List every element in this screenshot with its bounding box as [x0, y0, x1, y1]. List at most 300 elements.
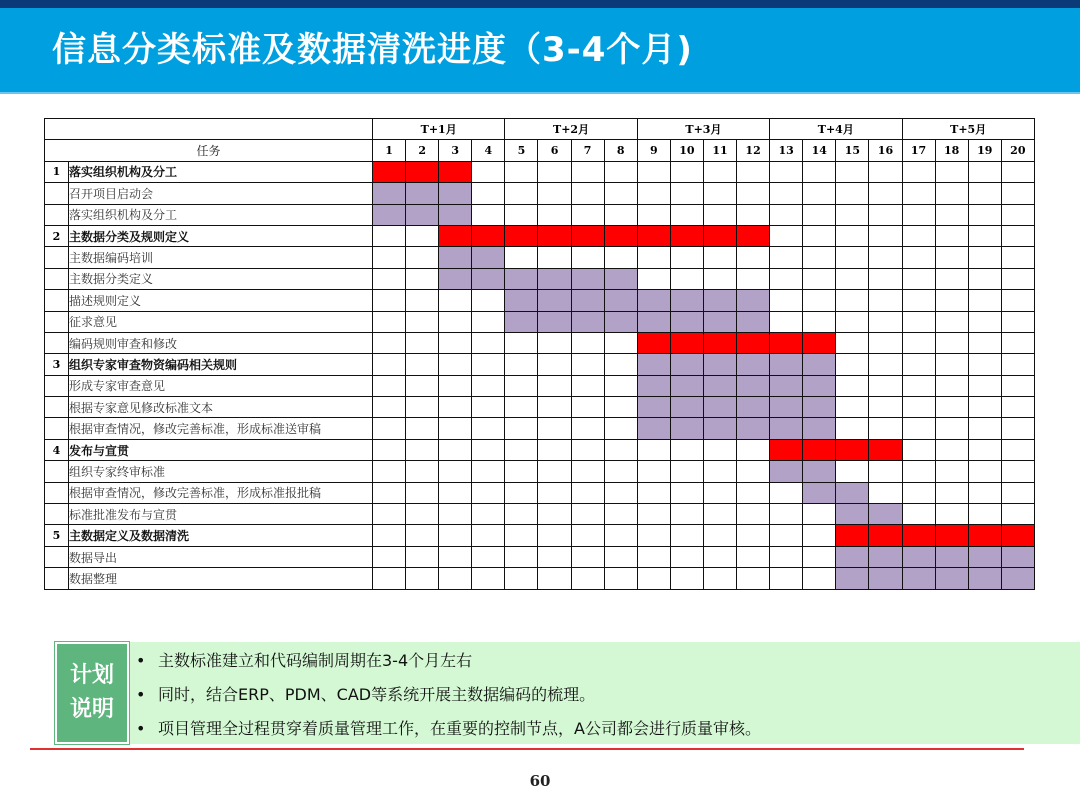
- gantt-bar-task: [439, 183, 472, 204]
- gantt-bar-task: [1001, 568, 1034, 589]
- gantt-bar-task: [439, 204, 472, 225]
- week-header-cell: 13: [770, 140, 803, 161]
- gantt-cell: [670, 525, 703, 546]
- gantt-cell: [406, 439, 439, 460]
- task-number: [45, 183, 69, 204]
- gantt-cell: [406, 418, 439, 439]
- gantt-cell: [373, 311, 406, 332]
- gantt-cell: [637, 525, 670, 546]
- gantt-cell: [439, 461, 472, 482]
- gantt-cell: [538, 332, 571, 353]
- task-number: [45, 332, 69, 353]
- gantt-cell: [968, 439, 1001, 460]
- gantt-cell: [637, 204, 670, 225]
- gantt-cell: [373, 482, 406, 503]
- gantt-cell: [836, 183, 869, 204]
- gantt-bar-task: [604, 311, 637, 332]
- gantt-cell: [472, 311, 505, 332]
- gantt-cell: [902, 482, 935, 503]
- week-header-cell: 18: [935, 140, 968, 161]
- gantt-cell: [770, 225, 803, 246]
- gantt-bar-task: [902, 568, 935, 589]
- gantt-cell: [637, 161, 670, 182]
- gantt-cell: [604, 439, 637, 460]
- gantt-cell: [935, 183, 968, 204]
- gantt-cell: [737, 268, 770, 289]
- gantt-bar-task: [803, 375, 836, 396]
- gantt-cell: [836, 268, 869, 289]
- gantt-bar-task: [869, 568, 902, 589]
- bullet-icon: •: [136, 685, 146, 704]
- gantt-bar-phase: [670, 225, 703, 246]
- gantt-cell: [902, 311, 935, 332]
- task-row: [45, 482, 1035, 503]
- gantt-cell: [935, 504, 968, 525]
- gantt-cell: [935, 397, 968, 418]
- gantt-cell: [373, 247, 406, 268]
- gantt-cell: [935, 418, 968, 439]
- gantt-cell: [968, 268, 1001, 289]
- gantt-bar-task: [637, 418, 670, 439]
- gantt-cell: [439, 290, 472, 311]
- gantt-bar-task: [637, 354, 670, 375]
- gantt-cell: [770, 247, 803, 268]
- gantt-cell: [538, 183, 571, 204]
- gantt-cell: [406, 504, 439, 525]
- task-number: [45, 418, 69, 439]
- gantt-cell: [770, 290, 803, 311]
- gantt-cell: [935, 439, 968, 460]
- gantt-cell: [373, 354, 406, 375]
- gantt-cell: [803, 247, 836, 268]
- gantt-cell: [902, 290, 935, 311]
- gantt-cell: [1001, 354, 1034, 375]
- gantt-cell: [472, 504, 505, 525]
- task-row: [45, 568, 1035, 589]
- gantt-cell: [935, 247, 968, 268]
- gantt-bar-phase: [737, 225, 770, 246]
- gantt-cell: [604, 161, 637, 182]
- month-header: T+5月: [902, 119, 1034, 140]
- gantt-bar-phase: [968, 525, 1001, 546]
- task-number: [45, 461, 69, 482]
- phase-row: [45, 161, 1035, 182]
- gantt-bar-task: [770, 397, 803, 418]
- gantt-cell: [439, 439, 472, 460]
- gantt-cell: [571, 397, 604, 418]
- gantt-bar-phase: [770, 332, 803, 353]
- week-header-cell: 15: [836, 140, 869, 161]
- task-name: 根据审查情况，修改完善标准，形成标准报批稿: [69, 482, 373, 503]
- gantt-cell: [373, 418, 406, 439]
- gantt-cell: [505, 546, 538, 567]
- gantt-cell: [836, 161, 869, 182]
- week-header-cell: 14: [803, 140, 836, 161]
- gantt-cell: [803, 161, 836, 182]
- gantt-cell: [1001, 439, 1034, 460]
- gantt-cell: [538, 546, 571, 567]
- gantt-cell: [902, 504, 935, 525]
- gantt-bar-task: [836, 546, 869, 567]
- gantt-bar-task: [935, 568, 968, 589]
- notes-label-text: 计划说明: [69, 663, 114, 722]
- gantt-cell: [836, 311, 869, 332]
- gantt-cell: [637, 546, 670, 567]
- gantt-cell: [935, 354, 968, 375]
- gantt-cell: [637, 504, 670, 525]
- gantt-cell: [902, 439, 935, 460]
- gantt-bar-task: [670, 311, 703, 332]
- gantt-cell: [406, 290, 439, 311]
- task-row: [45, 268, 1035, 289]
- gantt-cell: [472, 354, 505, 375]
- gantt-cell: [869, 332, 902, 353]
- gantt-cell: [604, 418, 637, 439]
- gantt-cell: [836, 354, 869, 375]
- gantt-cell: [737, 183, 770, 204]
- gantt-cell: [968, 225, 1001, 246]
- gantt-bar-phase: [703, 332, 736, 353]
- gantt-cell: [836, 418, 869, 439]
- task-name: 根据审查情况，修改完善标准，形成标准送审稿: [69, 418, 373, 439]
- gantt-cell: [869, 418, 902, 439]
- week-header-cell: 1: [373, 140, 406, 161]
- gantt-cell: [1001, 247, 1034, 268]
- gantt-cell: [1001, 504, 1034, 525]
- gantt-cell: [472, 482, 505, 503]
- task-number: [45, 204, 69, 225]
- gantt-cell: [968, 332, 1001, 353]
- task-number: 3: [45, 354, 69, 375]
- task-number: [45, 290, 69, 311]
- gantt-cell: [670, 183, 703, 204]
- gantt-cell: [637, 268, 670, 289]
- gantt-bar-task: [373, 204, 406, 225]
- week-header-cell: 8: [604, 140, 637, 161]
- gantt-cell: [373, 439, 406, 460]
- gantt-cell: [869, 311, 902, 332]
- gantt-bar-task: [935, 546, 968, 567]
- gantt-cell: [571, 525, 604, 546]
- gantt-bar-phase: [373, 161, 406, 182]
- gantt-cell: [737, 504, 770, 525]
- gantt-cell: [538, 439, 571, 460]
- week-header-cell: 6: [538, 140, 571, 161]
- gantt-cell: [968, 354, 1001, 375]
- gantt-cell: [703, 439, 736, 460]
- gantt-bar-task: [703, 418, 736, 439]
- gantt-bar-task: [439, 268, 472, 289]
- gantt-cell: [803, 204, 836, 225]
- gantt-cell: [770, 525, 803, 546]
- week-header-cell: 12: [737, 140, 770, 161]
- gantt-cell: [1001, 311, 1034, 332]
- gantt-cell: [737, 161, 770, 182]
- task-number: [45, 504, 69, 525]
- gantt-cell: [703, 161, 736, 182]
- gantt-cell: [770, 504, 803, 525]
- gantt-cell: [373, 268, 406, 289]
- gantt-cell: [703, 482, 736, 503]
- task-number: 4: [45, 439, 69, 460]
- task-name: 组织专家审查物资编码相关规则: [69, 354, 373, 375]
- gantt-bar-phase: [703, 225, 736, 246]
- gantt-cell: [604, 568, 637, 589]
- gantt-bar-task: [538, 290, 571, 311]
- gantt-bar-task: [836, 504, 869, 525]
- page-number: 60: [529, 772, 551, 790]
- gantt-cell: [902, 225, 935, 246]
- gantt-bar-phase: [604, 225, 637, 246]
- gantt-cell: [935, 482, 968, 503]
- month-header: T+3月: [637, 119, 769, 140]
- gantt-cell: [935, 225, 968, 246]
- gantt-cell: [935, 375, 968, 396]
- gantt-cell: [571, 418, 604, 439]
- gantt-cell: [869, 247, 902, 268]
- gantt-cell: [1001, 397, 1034, 418]
- gantt-bar-phase: [935, 525, 968, 546]
- gantt-cell: [472, 290, 505, 311]
- note-text: 项目管理全过程贯穿着质量管理工作，在重要的控制节点，A公司都会进行质量审核。: [158, 719, 761, 738]
- gantt-cell: [505, 482, 538, 503]
- gantt-cell: [670, 204, 703, 225]
- gantt-bar-task: [836, 482, 869, 503]
- gantt-cell: [968, 461, 1001, 482]
- gantt-cell: [637, 568, 670, 589]
- gantt-bar-task: [604, 290, 637, 311]
- week-header-cell: 3: [439, 140, 472, 161]
- task-name: 数据整理: [69, 568, 373, 589]
- gantt-bar-task: [670, 397, 703, 418]
- gantt-cell: [472, 568, 505, 589]
- gantt-cell: [406, 268, 439, 289]
- month-header: T+4月: [770, 119, 902, 140]
- gantt-cell: [670, 161, 703, 182]
- gantt-cell: [472, 546, 505, 567]
- gantt-cell: [737, 461, 770, 482]
- header-underline: [0, 92, 1080, 94]
- gantt-cell: [902, 161, 935, 182]
- gantt-cell: [737, 247, 770, 268]
- gantt-cell: [1001, 290, 1034, 311]
- gantt-bar-phase: [670, 332, 703, 353]
- gantt-cell: [968, 204, 1001, 225]
- gantt-cell: [439, 546, 472, 567]
- month-header: T+2月: [505, 119, 637, 140]
- gantt-cell: [869, 290, 902, 311]
- gantt-cell: [1001, 204, 1034, 225]
- gantt-bar-task: [703, 290, 736, 311]
- gantt-cell: [604, 332, 637, 353]
- gantt-cell: [637, 461, 670, 482]
- week-header-cell: 17: [902, 140, 935, 161]
- gantt-bar-phase: [538, 225, 571, 246]
- gantt-cell: [406, 397, 439, 418]
- phase-row: [45, 525, 1035, 546]
- gantt-bar-phase: [439, 161, 472, 182]
- gantt-cell: [703, 504, 736, 525]
- gantt-cell: [604, 375, 637, 396]
- gantt-cell: [1001, 268, 1034, 289]
- gantt-cell: [439, 354, 472, 375]
- gantt-cell: [935, 311, 968, 332]
- gantt-cell: [836, 461, 869, 482]
- gantt-bar-phase: [836, 439, 869, 460]
- gantt-cell: [571, 247, 604, 268]
- gantt-bar-phase: [472, 225, 505, 246]
- gantt-cell: [869, 183, 902, 204]
- gantt-cell: [571, 161, 604, 182]
- gantt-cell: [902, 397, 935, 418]
- gantt-cell: [472, 418, 505, 439]
- task-name: 主数据分类及规则定义: [69, 225, 373, 246]
- gantt-cell: [538, 204, 571, 225]
- gantt-cell: [968, 183, 1001, 204]
- gantt-cell: [770, 183, 803, 204]
- gantt-bar-task: [737, 354, 770, 375]
- gantt-cell: [935, 161, 968, 182]
- gantt-cell: [637, 247, 670, 268]
- week-header-cell: 9: [637, 140, 670, 161]
- gantt-cell: [770, 568, 803, 589]
- gantt-cell: [803, 504, 836, 525]
- task-number: [45, 268, 69, 289]
- gantt-cell: [869, 397, 902, 418]
- gantt-cell: [472, 397, 505, 418]
- gantt-bar-phase: [1001, 525, 1034, 546]
- gantt-bar-task: [472, 268, 505, 289]
- gantt-cell: [968, 418, 1001, 439]
- gantt-cell: [869, 354, 902, 375]
- gantt-bar-task: [538, 268, 571, 289]
- task-name: 标准批准发布与宣贯: [69, 504, 373, 525]
- gantt-cell: [505, 375, 538, 396]
- gantt-bar-phase: [571, 225, 604, 246]
- gantt-cell: [406, 546, 439, 567]
- gantt-bar-task: [770, 461, 803, 482]
- gantt-bar-task: [703, 354, 736, 375]
- gantt-cell: [571, 439, 604, 460]
- week-header-cell: 7: [571, 140, 604, 161]
- gantt-cell: [472, 332, 505, 353]
- gantt-cell: [1001, 161, 1034, 182]
- month-header-row: [45, 119, 1035, 140]
- gantt-cell: [803, 225, 836, 246]
- gantt-bar-task: [571, 268, 604, 289]
- gantt-cell: [902, 354, 935, 375]
- gantt-cell: [869, 268, 902, 289]
- gantt-cell: [902, 183, 935, 204]
- gantt-cell: [836, 225, 869, 246]
- gantt-table: [44, 118, 1035, 590]
- gantt-cell: [406, 332, 439, 353]
- gantt-cell: [373, 225, 406, 246]
- gantt-bar-task: [803, 482, 836, 503]
- gantt-bar-task: [637, 375, 670, 396]
- gantt-cell: [571, 568, 604, 589]
- gantt-cell: [571, 375, 604, 396]
- gantt-bar-task: [373, 183, 406, 204]
- task-name: 主数据分类定义: [69, 268, 373, 289]
- gantt-cell: [604, 482, 637, 503]
- gantt-bar-task: [737, 290, 770, 311]
- gantt-cell: [902, 332, 935, 353]
- gantt-cell: [968, 375, 1001, 396]
- gantt-cell: [604, 504, 637, 525]
- gantt-bar-task: [737, 397, 770, 418]
- gantt-cell: [538, 375, 571, 396]
- gantt-cell: [604, 247, 637, 268]
- task-name: 召开项目启动会: [69, 183, 373, 204]
- gantt-cell: [439, 311, 472, 332]
- gantt-cell: [968, 247, 1001, 268]
- task-name: 征求意见: [69, 311, 373, 332]
- gantt-cell: [803, 290, 836, 311]
- gantt-bar-phase: [902, 525, 935, 546]
- task-name: 落实组织机构及分工: [69, 161, 373, 182]
- gantt-bar-task: [770, 418, 803, 439]
- week-header-cell: 11: [703, 140, 736, 161]
- gantt-cell: [703, 568, 736, 589]
- gantt-cell: [935, 461, 968, 482]
- gantt-cell: [770, 546, 803, 567]
- gantt-bar-phase: [637, 332, 670, 353]
- gantt-bar-task: [571, 311, 604, 332]
- gantt-cell: [869, 161, 902, 182]
- gantt-cell: [373, 375, 406, 396]
- gantt-body: [45, 161, 1035, 589]
- gantt-bar-task: [737, 375, 770, 396]
- gantt-bar-task: [472, 247, 505, 268]
- task-number: [45, 311, 69, 332]
- gantt-cell: [968, 290, 1001, 311]
- gantt-cell: [373, 546, 406, 567]
- gantt-cell: [803, 546, 836, 567]
- gantt-cell: [604, 204, 637, 225]
- gantt-cell: [604, 525, 637, 546]
- gantt-cell: [406, 461, 439, 482]
- gantt-cell: [505, 439, 538, 460]
- gantt-cell: [803, 183, 836, 204]
- gantt-cell: [472, 183, 505, 204]
- gantt-cell: [406, 354, 439, 375]
- gantt-cell: [935, 332, 968, 353]
- gantt-cell: [505, 525, 538, 546]
- gantt-cell: [472, 161, 505, 182]
- gantt-bar-task: [770, 375, 803, 396]
- task-number: [45, 546, 69, 567]
- task-row: [45, 290, 1035, 311]
- notes-list: [136, 648, 761, 750]
- gantt-bar-task: [538, 311, 571, 332]
- gantt-bar-task: [803, 354, 836, 375]
- gantt-bar-task: [869, 546, 902, 567]
- gantt-cell: [505, 247, 538, 268]
- gantt-cell: [803, 268, 836, 289]
- gantt-cell: [604, 397, 637, 418]
- task-name: 形成专家审查意见: [69, 375, 373, 396]
- task-row: [45, 332, 1035, 353]
- gantt-cell: [770, 482, 803, 503]
- gantt-cell: [571, 332, 604, 353]
- gantt-bar-phase: [737, 332, 770, 353]
- gantt-bar-phase: [439, 225, 472, 246]
- gantt-cell: [737, 546, 770, 567]
- gantt-cell: [1001, 461, 1034, 482]
- gantt-bar-task: [968, 546, 1001, 567]
- task-name: 描述规则定义: [69, 290, 373, 311]
